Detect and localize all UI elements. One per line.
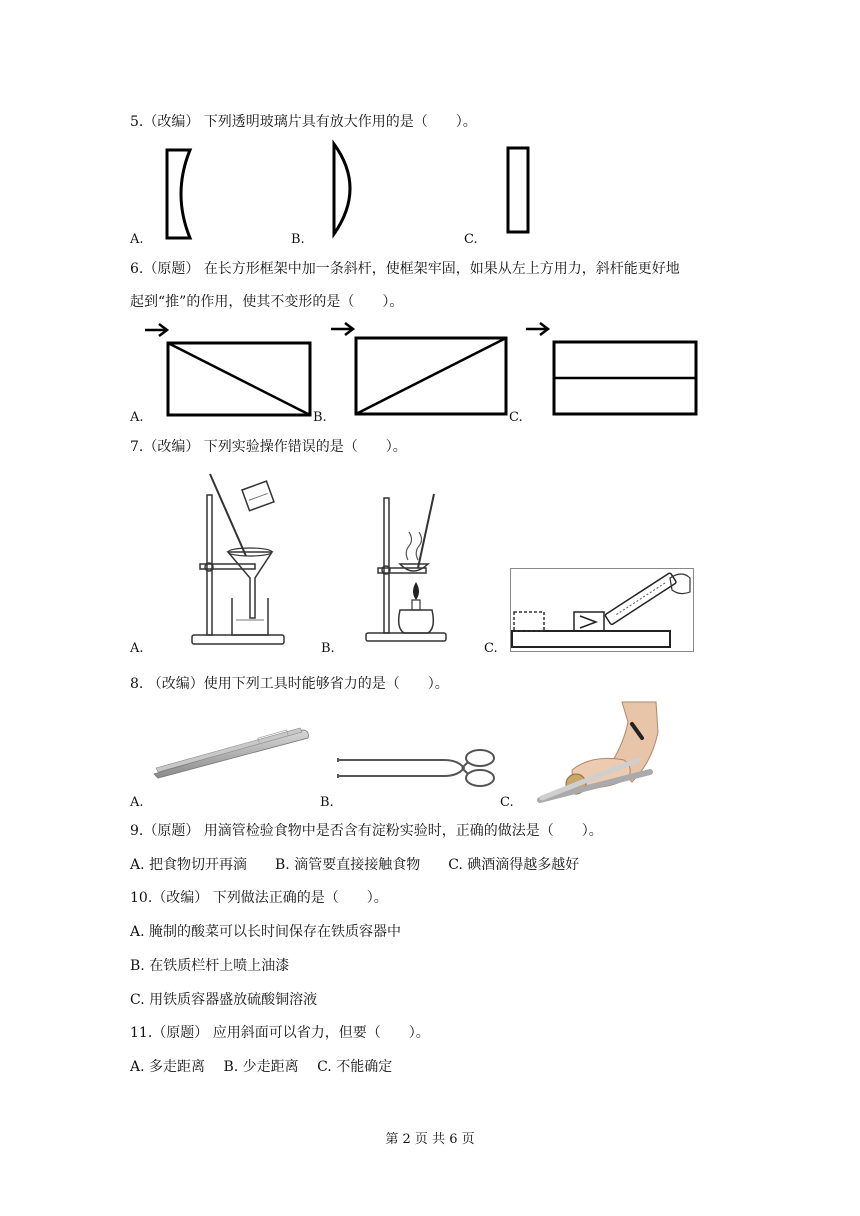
filtration-apparatus-figure (180, 470, 290, 650)
q10-option-a: A. 腌制的酸菜可以长时间保存在铁质容器中 (130, 924, 402, 940)
q7-option-a: A. (130, 641, 144, 656)
q8-text: 8. （改编）使用下列工具时能够省力的是（ ）。 (130, 676, 449, 692)
frame-b-figure (326, 320, 511, 420)
q5-option-c: C. (464, 232, 478, 247)
flat-glass-icon (506, 146, 532, 234)
q8-option-c: C. (500, 795, 514, 810)
q11-text: 11.（原题） 应用斜面可以省力，但要（ ）。 (130, 1025, 430, 1041)
spring-scale-friction-figure (510, 568, 696, 654)
frame-c-figure (522, 320, 700, 420)
q8-option-b: B. (320, 795, 334, 810)
tweezers-icon (150, 722, 312, 782)
q9-options: A. 把食物切开再滴 B. 滴管要直接接触食物 C. 碘酒滴得越多越好 (130, 857, 580, 873)
frame-a-figure (140, 320, 315, 420)
q7-option-c: C. (484, 641, 498, 656)
q10-option-b: B. 在铁质栏杆上喷上油漆 (130, 958, 290, 974)
q10-text: 10.（改编） 下列做法正确的是（ ）。 (130, 890, 388, 906)
q5-text: 5.（改编） 下列透明玻璃片具有放大作用的是（ ）。 (130, 114, 477, 130)
q11-options: A. 多走距离 B. 少走距离 C. 不能确定 (130, 1059, 393, 1075)
q8-option-a: A. (130, 795, 144, 810)
convex-lens-icon (330, 142, 360, 236)
crucible-tongs-icon (336, 748, 498, 788)
q7-text: 7.（改编） 下列实验操作错误的是（ ）。 (130, 439, 407, 455)
q5-option-b: B. (291, 232, 305, 247)
heating-apparatus-figure (356, 488, 456, 648)
q6-option-b: B. (313, 410, 327, 425)
nutcracker-icon (532, 702, 660, 808)
q5-option-a: A. (130, 232, 144, 247)
q6-option-c: C. (509, 410, 523, 425)
concave-lens-icon (164, 148, 194, 240)
q9-text: 9.（原题） 用滴管检验食物中是否含有淀粉实验时，正确的做法是（ ）。 (130, 823, 603, 839)
q6-text-line2: 起到“推”的作用，使其不变形的是（ ）。 (130, 294, 404, 310)
q10-option-c: C. 用铁质容器盛放硫酸铜溶液 (130, 992, 318, 1008)
page-footer: 第 2 页 共 6 页 (385, 1132, 475, 1147)
q6-option-a: A. (130, 410, 144, 425)
q7-option-b: B. (321, 641, 335, 656)
q6-text-line1: 6.（原题） 在长方形框架中加一条斜杆，使框架牢固，如果从左上方用力，斜杆能更好地 (130, 261, 680, 277)
